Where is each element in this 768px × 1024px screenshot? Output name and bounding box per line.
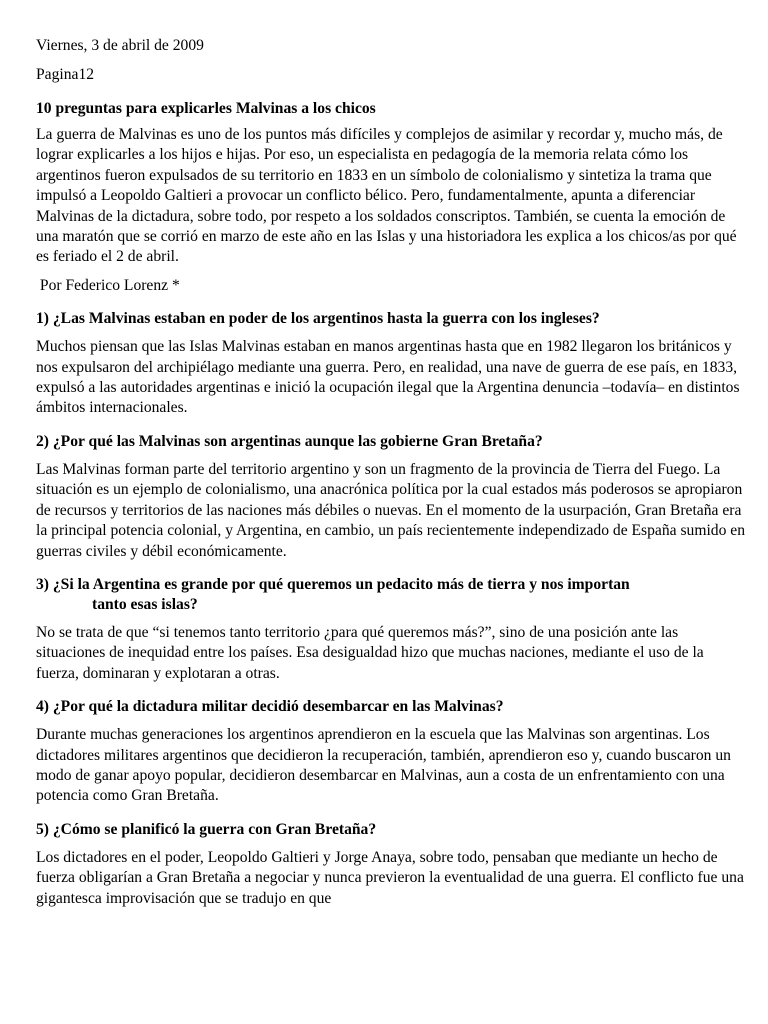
question-heading — [36, 820, 746, 840]
question-answer: Las Malvinas forman parte del territorio argentino y son un fragmento de la provincia de Tierra del Fuego. La situación es un ejemplo de colonialismo, una anacrónica política por la cual estados más poderosos se apropiaron de recursos y territorios de las naciones más débiles o nuevas. En el momento de la usurpación, Gran Bretaña era la principal potencia colonial, y Argentina, en cambio, un país recientemente independizado de España sumido en guerras civiles y débil económicamente. — [36, 460, 745, 560]
document-page — [36, 33, 746, 909]
question-text: 4) ¿Por qué la dictadura militar decidió desembarcar en las Malvinas? — [36, 698, 504, 716]
article-date: Viernes, 3 de abril de 2009 — [36, 37, 204, 54]
question-heading — [36, 697, 746, 717]
question-answer: Muchos piensan que las Islas Malvinas estaban en manos argentinas hasta que en 1982 llegaron los británicos y nos expulsaron del archipiélago mediante una guerra. Pero, en realidad, una nave de guerra de ese país, en 1833, expulsó a las autoridades argentinas e inició la ocupación ilegal que la Argentina denuncia –todavía– en distintos ámbitos internacionales. — [36, 338, 740, 417]
article-byline: Por Federico Lorenz * — [36, 276, 180, 294]
question-heading — [36, 432, 746, 452]
question-block-5 — [36, 820, 746, 909]
question-heading — [36, 309, 746, 329]
question-heading — [36, 575, 746, 615]
question-text: 5) ¿Cómo se planificó la guerra con Gran Bretaña? — [36, 820, 377, 838]
article-title: 10 preguntas para explicarles Malvinas a los chicos — [36, 100, 376, 117]
question-answer: Durante muchas generaciones los argentinos aprendieron en la escuela que las Malvinas son argentinas. Los dictadores militares argentinos que decidieron la recuperación, también, aprendieron eso y, cuando buscaron un modo de ganar apoyo popular, decidieron desembarcar en Malvinas, aun a costa de un enfrentamiento con una potencia como Gran Bretaña. — [36, 726, 731, 805]
article-source: Pagina12 — [36, 66, 95, 83]
question-block-2 — [36, 432, 746, 562]
question-text-continuation: tanto esas islas? — [92, 595, 198, 613]
question-answer: No se trata de que “si tenemos tanto territorio ¿para qué queremos más?”, sino de una posición ante las situaciones de inequidad entre los países. Esa desigualdad hizo que muchas naciones, mediante el uso de la fuerza, dominaran y explotaran a otras. — [36, 623, 704, 682]
question-answer: Los dictadores en el poder, Leopoldo Galtieri y Jorge Anaya, sobre todo, pensaban que mediante un hecho de fuerza obligarían a Gran Bretaña a negociar y nunca previeron la eventualidad de una guerra. El conflicto fue una gigantesca improvisación que se tradujo en que — [36, 848, 744, 907]
question-text: 3) ¿Si la Argentina es grande por qué queremos un pedacito más de tierra y nos importan — [36, 575, 630, 593]
question-block-3 — [36, 575, 746, 684]
question-text: 2) ¿Por qué las Malvinas son argentinas aunque las gobierne Gran Bretaña? — [36, 432, 543, 450]
question-block-1 — [36, 309, 746, 419]
question-text: 1) ¿Las Malvinas estaban en poder de los argentinos hasta la guerra con los ingleses? — [36, 310, 600, 328]
article-intro: La guerra de Malvinas es uno de los puntos más difíciles y complejos de asimilar y recordar y, mucho más, de lograr explicarles a los hijos e hijas. Por eso, un especialista en pedagogía de la memoria relata cómo los argentinos fueron expulsados de su territorio en 1833 en un símbolo de colonialismo y sintetiza la trama que impulsó a Leopoldo Galtieri a provocar un conflicto bélico. Pero, fundamentalmente, apunta a diferenciar Malvinas de la dictadura, sobre todo, por respeto a los soldados conscriptos. También, se cuenta la emoción de una maratón que se corrió en marzo de este año en las Islas y una historiadora les explica a los chicos/as por qué es feriado el 2 de abril. — [36, 126, 737, 266]
question-block-4 — [36, 697, 746, 807]
